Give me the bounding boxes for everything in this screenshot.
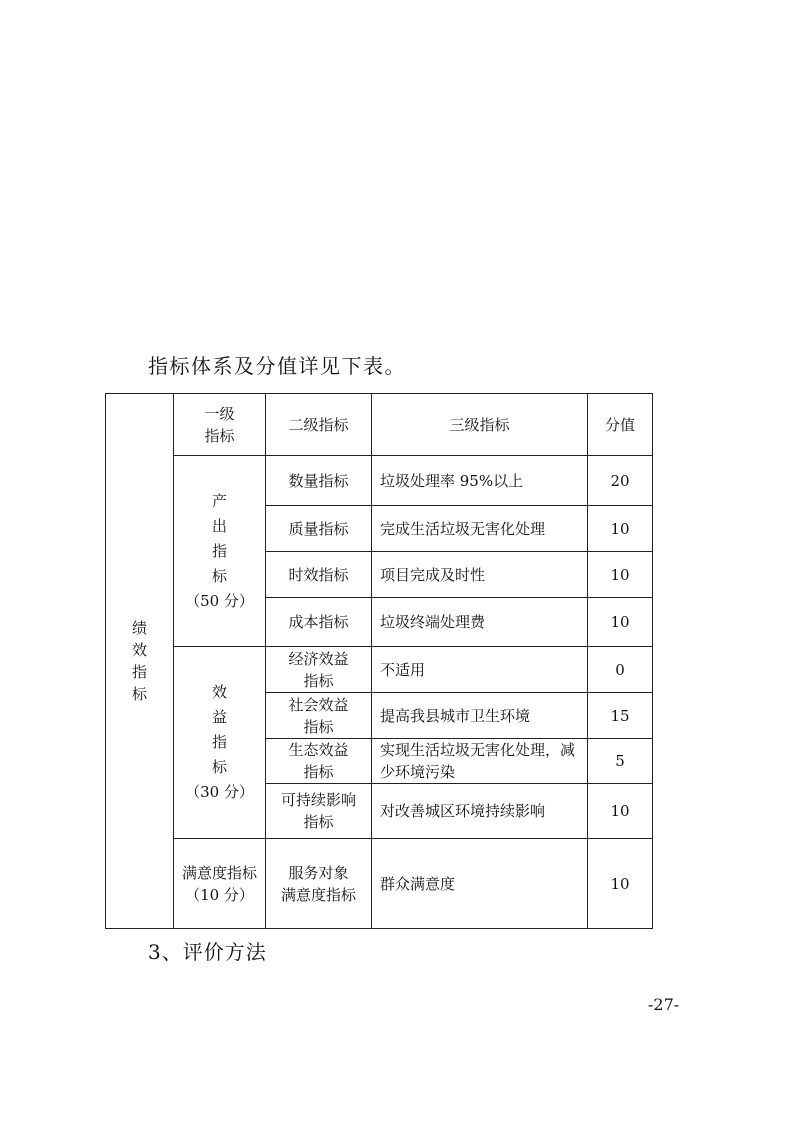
header-level1: 一级 指标 xyxy=(174,394,266,456)
table-row xyxy=(106,839,653,929)
header-row xyxy=(106,394,653,456)
score-cell: 10 xyxy=(588,839,653,929)
level3-cell: 垃圾处理率 95%以上 xyxy=(372,456,588,506)
level2-cell: 经济效益 指标 xyxy=(266,647,372,693)
level3-cell: 项目完成及时性 xyxy=(372,552,588,598)
score-cell: 10 xyxy=(588,784,653,839)
level2-cell: 时效指标 xyxy=(266,552,372,598)
indicator-table xyxy=(105,393,653,929)
level2-cell: 成本指标 xyxy=(266,598,372,647)
header-level2: 二级指标 xyxy=(266,394,372,456)
score-cell: 0 xyxy=(588,647,653,693)
level3-cell: 群众满意度 xyxy=(372,839,588,929)
score-cell: 10 xyxy=(588,598,653,647)
level2-cell: 可持续影响 指标 xyxy=(266,784,372,839)
level2-cell: 质量指标 xyxy=(266,506,372,552)
score-cell: 5 xyxy=(588,739,653,784)
level3-cell: 完成生活垃圾无害化处理 xyxy=(372,506,588,552)
table-row xyxy=(106,647,653,693)
level3-cell: 实现生活垃圾无害化处理，减少环境污染 xyxy=(372,739,588,784)
level3-cell: 对改善城区环境持续影响 xyxy=(372,784,588,839)
intro-text: 指标体系及分值详见下表。 xyxy=(148,354,406,378)
level1-output: 产 出 指 标 （50 分） xyxy=(174,456,266,647)
level1-benefit: 效 益 指 标 （30 分） xyxy=(174,647,266,839)
score-cell: 20 xyxy=(588,456,653,506)
table-row xyxy=(106,456,653,506)
level2-cell: 服务对象 满意度指标 xyxy=(266,839,372,929)
level2-cell: 社会效益 指标 xyxy=(266,693,372,739)
section-heading: 3、评价方法 xyxy=(148,940,267,964)
level1-satisfaction: 满意度指标 （10 分） xyxy=(174,839,266,929)
header-score: 分值 xyxy=(588,394,653,456)
header-level3: 三级指标 xyxy=(372,394,588,456)
score-cell: 15 xyxy=(588,693,653,739)
level2-cell: 数量指标 xyxy=(266,456,372,506)
level3-cell: 不适用 xyxy=(372,647,588,693)
level2-cell: 生态效益 指标 xyxy=(266,739,372,784)
level3-cell: 提高我县城市卫生环境 xyxy=(372,693,588,739)
level3-cell: 垃圾终端处理费 xyxy=(372,598,588,647)
category-cell xyxy=(106,394,174,929)
page-number: -27- xyxy=(648,995,680,1014)
score-cell: 10 xyxy=(588,552,653,598)
category-label: 绩效指标 xyxy=(132,619,148,703)
score-cell: 10 xyxy=(588,506,653,552)
